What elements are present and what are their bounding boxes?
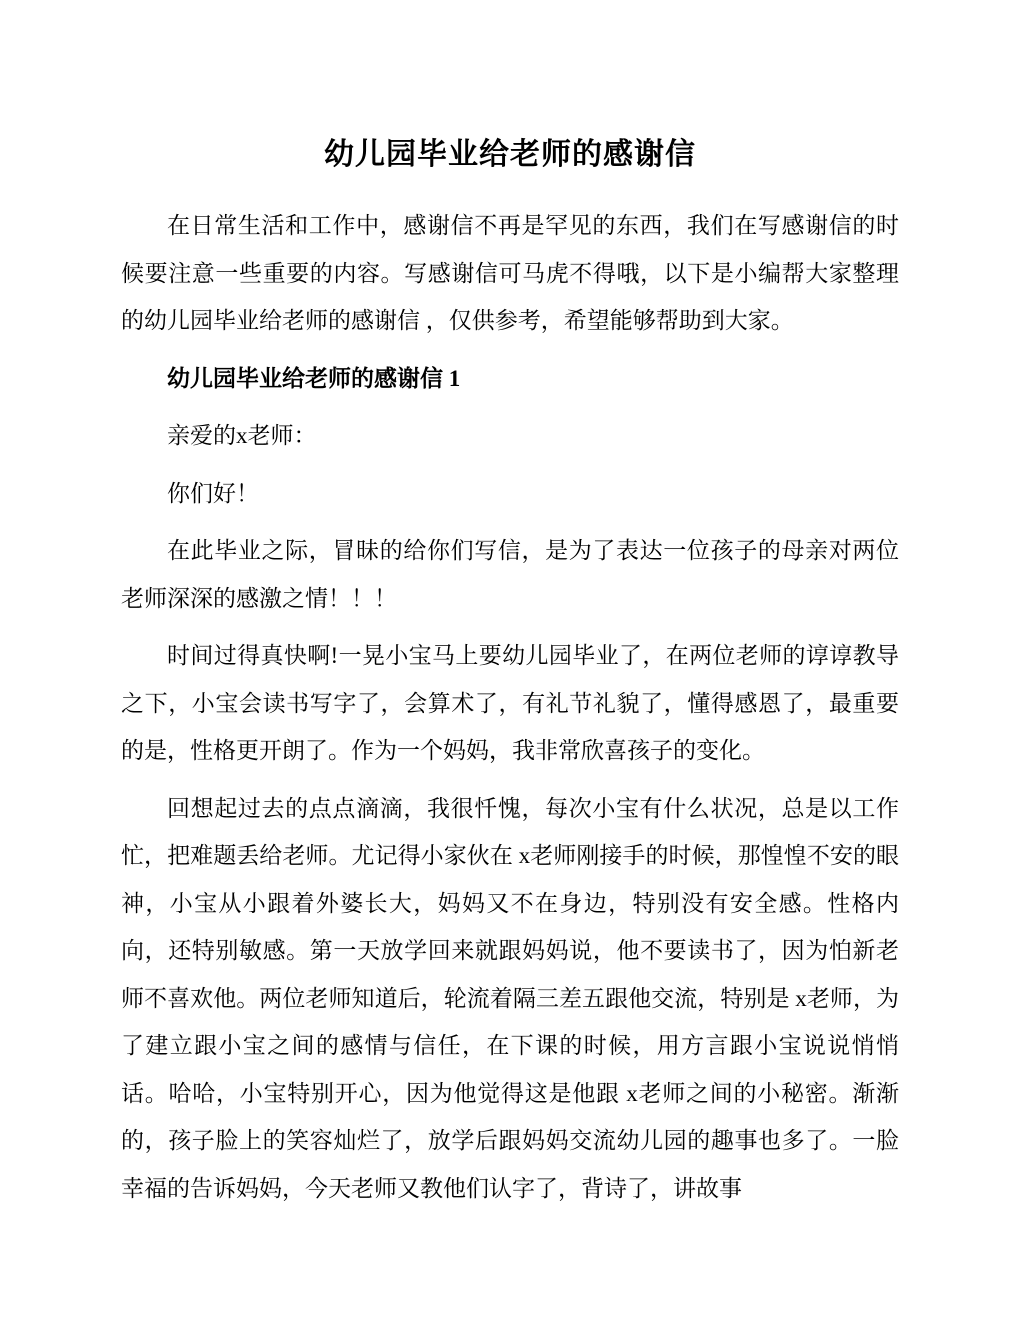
salutation-line: 亲爱的x老师： [167, 423, 317, 448]
intro-paragraph: 在日常生活和工作中，感谢信不再是罕见的东西，我们在写感谢信的时候要注意一些重要的内容。写感谢信可马虎不得哦，以下是小编帮大家整理的幼儿园毕业给老师的感谢信 ，仅供参考，希望能够帮助到大家。 [121, 213, 899, 333]
body-paragraph-3: 回想起过去的点点滴滴，我很忏愧，每次小宝有什么状况，总是以工作忙，把难题丢给老师。尤记得小家伙在 x老师刚接手的时候，那惶惶不安的眼神，小宝从小跟着外婆长大，妈妈又不在身边，特别没有安全感。性格内向，还特别敏感。第一天放学回来就跟妈妈说，他不要读书了，因为怕新老师不喜欢他。两位老师知道后，轮流着隔三差五跟他交流，特别是 x老师，为了建立跟小宝之间的感情与信任，在下课的时候，用方言跟小宝说说悄悄话。哈哈，小宝特别开心，因为他觉得这是他跟 x老师之间的小秘密。渐渐的，孩子脸上的笑容灿烂了，放学后跟妈妈交流幼儿园的趣事也多了。一脸幸福的告诉妈妈，今天老师又教他们认字了，背诗了，讲故事 [121, 795, 899, 1201]
greeting-line: 你们好！ [167, 480, 259, 506]
body-paragraph-2: 时间过得真快啊!一晃小宝马上要幼儿园毕业了，在两位老师的谆谆教导之下，小宝会读书写字了，会算术了，有礼节礼貌了，懂得感恩了，最重要的是，性格更开朗了。作为一个妈妈，我非常欣喜孩子的变化。 [121, 643, 899, 763]
section-heading: 幼儿园毕业给老师的感谢信 1 [167, 365, 461, 391]
document-title: 幼儿园毕业给老师的感谢信 [324, 138, 696, 171]
body-paragraph-1: 在此毕业之际，冒昧的给你们写信，是为了表达一位孩子的母亲对两位老师深深的感激之情！！！ [121, 538, 899, 611]
